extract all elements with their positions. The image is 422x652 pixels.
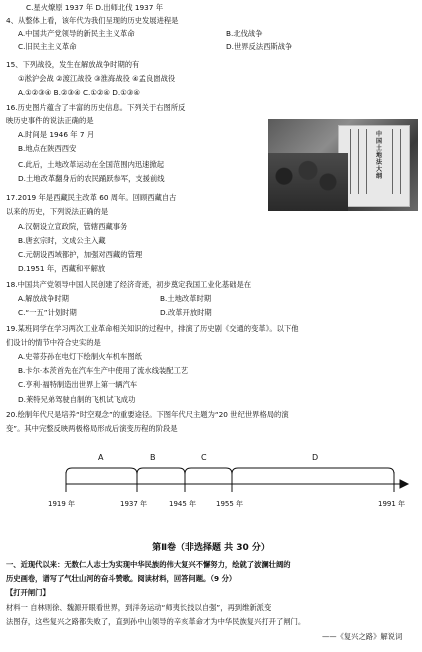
- question-20-line1: 20.绘制年代尺是培养“时空观念”的重要途径。下图年代尺主题为“20 世纪世界格局的演: [6, 410, 289, 419]
- q16-option-a: A.时间是 1946 年 7 月: [18, 130, 95, 139]
- q16-option-d: D.土地改革翻身后的农民踊跃参军，支援前线: [18, 174, 165, 183]
- brace-d: [232, 468, 394, 474]
- timeline-arrow: [400, 480, 408, 488]
- q17-option-b: B.唐玄宗时，文成公主入藏: [18, 236, 106, 245]
- year-1945: 1945 年: [169, 500, 197, 508]
- q19-option-b: B.卡尔·本茨首先在汽车生产中使用了流水线装配工艺: [18, 366, 189, 375]
- photo-caption: 中国土地法大纲: [376, 131, 383, 180]
- label-d: D: [312, 453, 319, 462]
- label-c: C: [201, 453, 207, 462]
- photo-text-column: [392, 129, 393, 194]
- q4-option-a: A.中国共产党领导的新民主主义革命: [18, 29, 135, 38]
- q19-option-a: A.史蒂芬孙在电灯下绘制火车机车图纸: [18, 352, 142, 361]
- q4-option-b: B.北伐战争: [226, 29, 263, 38]
- photo-text-column: [350, 129, 351, 194]
- q17-option-a: A.汉朝设立宣政院，管辖西藏事务: [18, 222, 128, 231]
- material-1-source: ——《复兴之路》解说词: [322, 632, 403, 641]
- photo-text-column: [400, 129, 401, 194]
- q16-option-b: B.地点在陕西西安: [18, 144, 77, 153]
- q17-option-d: D.1951 年，西藏和平解放: [18, 264, 106, 273]
- label-b: B: [150, 453, 156, 462]
- question-17-line1: 17.2019 年是西藏民主改革 60 周年。回顾西藏自古: [6, 193, 177, 202]
- q16-option-c: C.此后，土地改革运动在全国范围内迅速掀起: [18, 160, 165, 169]
- top-options-line: C.星火燎原 1937 年 D.出师北伐 1937 年: [26, 3, 164, 12]
- section-2-title: 第Ⅱ卷（非选择题 共 30 分）: [152, 543, 270, 553]
- material-1-line1: 材料一 自林则徐、魏源开眼看世界，到洋务运动“师夷长技以自强”，再到维新派变: [6, 603, 272, 612]
- brace-b: [137, 468, 185, 474]
- q19-option-d: D.莱特兄弟驾驶自制的飞机试飞成功: [18, 395, 136, 404]
- question-16-line2: 映历史事件的说法正确的是: [6, 116, 94, 125]
- q15-items: ①淞沪会战 ②渡江战役 ③淮海战役 ④孟良崮战役: [18, 74, 176, 83]
- q4-option-d: D.世界反法西斯战争: [226, 42, 293, 51]
- material-1-line2: 法图存，这些复兴之路都失败了，直到孙中山领导的辛亥革命才为中华民族复兴打开了闸门。: [6, 617, 306, 626]
- question-19-line2: 们设计的情节中符合史实的是: [6, 338, 101, 347]
- q18-option-c: C.“一五”计划时期: [18, 308, 77, 317]
- photo-text-column: [366, 129, 367, 194]
- year-1937: 1937 年: [120, 500, 148, 508]
- year-1955: 1955 年: [216, 500, 244, 508]
- question-18: 18.中国共产党领导中国人民创建了经济奇迹，初步奠定我国工业化基础是在: [6, 280, 252, 289]
- q18-option-b: B.土地改革时期: [160, 294, 212, 303]
- q4-option-c: C.旧民主主义革命: [18, 42, 77, 51]
- part1-intro-line2: 历史画卷，谱写了气壮山河的奋斗赞歌。阅读材料，回答问题。（9 分）: [6, 574, 237, 583]
- question-16-line1: 16.历史图片蕴含了丰富的历史信息。下列关于右图所反: [6, 103, 186, 112]
- photo-text-column: [358, 129, 359, 194]
- brace-a: [66, 468, 137, 474]
- question-17-line2: 以来的历史，下列说法正确的是: [6, 207, 109, 216]
- question-15: 15、下列战役，发生在解放战争时期的有: [6, 60, 140, 69]
- brace-c: [185, 468, 232, 474]
- question-20-line2: 变”。其中完整反映两极格局形成后演变历程的阶段是: [6, 424, 178, 433]
- label-a: A: [98, 453, 104, 462]
- q19-option-c: C.亨利·福特制造出世界上第一辆汽车: [18, 380, 138, 389]
- subsection-heading: 【打开闸门】: [6, 588, 50, 597]
- timeline-diagram: [0, 440, 422, 520]
- q18-option-d: D.改革开放时期: [160, 308, 212, 317]
- part1-intro-line1: 一、近现代以来：无数仁人志士为实现中华民族的伟大复兴不懈努力，绘就了波澜壮阔的: [6, 560, 291, 569]
- question-4: 4、从整体上看，该年代为我们呈现的历史发展进程是: [6, 16, 179, 25]
- q18-option-a: A.解放战争时期: [18, 294, 69, 303]
- year-1991: 1991 年: [378, 500, 406, 508]
- q17-option-c: C.元朝设西域都护，加强对西藏的管理: [18, 250, 143, 259]
- history-photo: [268, 119, 418, 211]
- year-1919: 1919 年: [48, 500, 76, 508]
- question-19-line1: 19.某班同学在学习两次工业革命相关知识的过程中，排演了历史剧《交通的变革》。以下他: [6, 324, 299, 333]
- photo-people: [268, 153, 348, 211]
- q15-options: A.①②③④ B.②③④ C.①②④ D.①③④: [18, 88, 140, 97]
